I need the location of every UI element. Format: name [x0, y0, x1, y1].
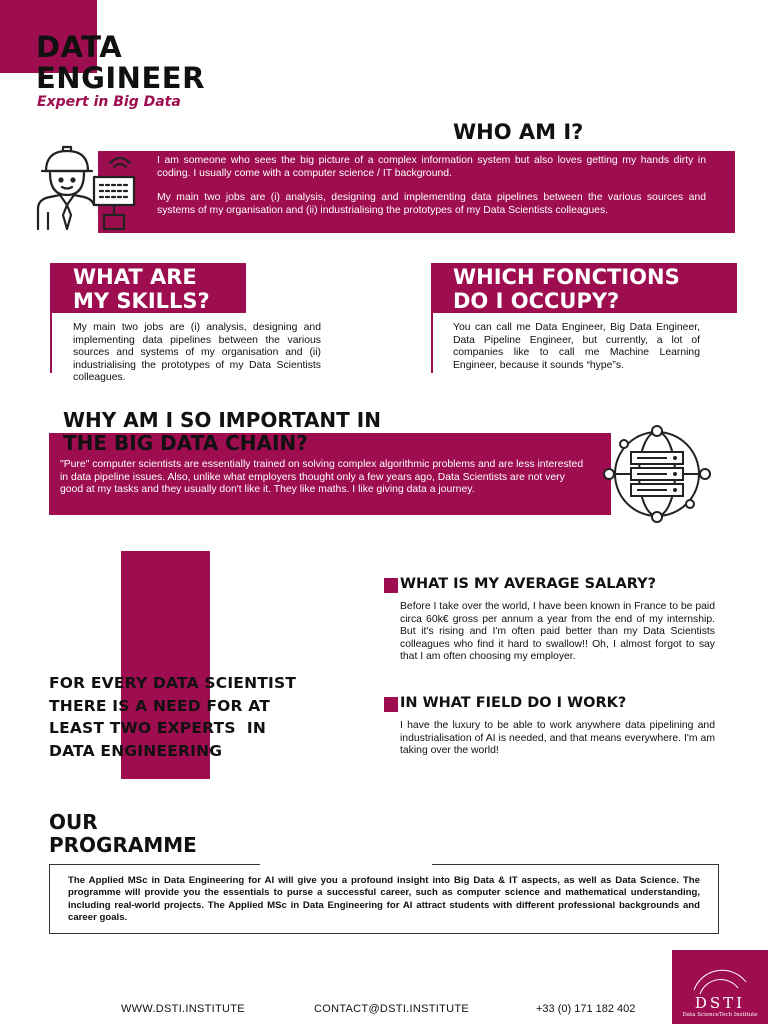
- page-title-line1: DATA: [36, 30, 123, 64]
- footer-phone: +33 (0) 171 182 402: [536, 1003, 636, 1015]
- skills-heading-line2: MY SKILLS?: [73, 289, 210, 313]
- quote-line3: LEAST TWO EXPERTS IN: [49, 719, 267, 737]
- salary-heading: WHAT IS MY AVERAGE SALARY?: [400, 576, 657, 592]
- quote-line4: DATA ENGINEERING: [49, 741, 223, 760]
- footer-email[interactable]: CONTACT@DSTI.INSTITUTE: [314, 1003, 470, 1015]
- programme-heading: [49, 811, 197, 857]
- dsti-logo: [672, 950, 768, 1024]
- important-heading: [63, 409, 381, 455]
- important-text: "Pure" computer scientists are essentially trained on solving complex algorithmic problems and are less interested in data pipeline issues. Also, unlike what employers thought only a few years ago, Data Scientists are not very good at my tasks and they usually don't like it. They like maths. I like giving data a journey.: [60, 459, 584, 496]
- page-title: [36, 32, 205, 94]
- footer-website[interactable]: WWW.DSTI.INSTITUTE: [121, 1003, 245, 1015]
- functions-text: You can call me Data Engineer, Big Data Engineer, Data Pipeline Engineer, but currently, a lot of companies like to call me Machine Learning Engineer, because it sounds “hype”s.: [453, 322, 700, 371]
- dsti-logo-tagline: Data ScienceTech Institute: [682, 1012, 758, 1018]
- important-heading-line2: THE BIG DATA CHAIN?: [63, 431, 308, 455]
- important-heading-line1: WHY AM I SO IMPORTANT IN: [63, 408, 381, 432]
- salary-text: Before I take over the world, I have been known in France to be paid circa 60k€ gross per annum a year from the end of my internship. But it's rising and I'm often paid better than my Data Scientists colleagues who find it hard to swallow!! Oh, I almost forgot to say that I am often choosing my employer.: [400, 601, 715, 663]
- salary-marker: [384, 578, 398, 593]
- programme-text: The Applied MSc in Data Engineering for AI will give you a profound insight into Big Data & IT aspects, as well as Data Science. The programme will provide you the essentials to purse a successful career, such as computer science and mathematical understanding, including real-world projects. The Applied MSc in Data Engineering for AI attract students with different professional backgrounds and career goals.: [68, 875, 700, 923]
- functions-heading: [453, 265, 680, 313]
- skills-side-bar: [50, 313, 52, 373]
- page-subtitle: Expert in Big Data: [37, 94, 181, 110]
- who-heading: WHO AM I?: [453, 120, 584, 144]
- functions-heading-line1: WHICH FONCTIONS: [453, 265, 680, 289]
- skills-text: My main two jobs are (i) analysis, designing and implementing data pipelines between the various sources and systems of my organisation and (ii) industrialising the prototypes of my Data Scientists colleagues.: [73, 322, 321, 384]
- programme-heading-line2: PROGRAMME: [49, 833, 197, 857]
- programme-heading-line1: OUR: [49, 810, 98, 834]
- server-globe-icon: [597, 424, 717, 524]
- dsti-logo-name: DSTI: [694, 994, 746, 1012]
- quote-line1: FOR EVERY DATA SCIENTIST: [49, 674, 297, 692]
- quote-line2: THERE IS A NEED FOR AT: [49, 696, 271, 715]
- who-text-1: I am someone who sees the big picture of a complex information system but also loves getting my hands dirty in coding. I usually come with a computer science / IT background.: [157, 155, 706, 179]
- field-text: I have the luxury to be able to work anywhere data pipelining and industrialisation of AI is needed, and that means everywhere. I'm am taking over the world!: [400, 720, 715, 757]
- programme-box-gap: [260, 862, 432, 866]
- functions-side-bar: [431, 313, 433, 373]
- functions-heading-line2: DO I OCCUPY?: [453, 289, 620, 313]
- skills-heading: [73, 265, 210, 313]
- quote-text: [49, 672, 296, 762]
- skills-heading-line1: WHAT ARE: [73, 265, 197, 289]
- page-title-line2: ENGINEER: [36, 61, 205, 95]
- who-text-2: My main two jobs are (i) analysis, designing and implementing data pipelines between the various sources and systems of my organisation and (ii) industrialising the prototypes of my Data Scientists colleagues.: [157, 192, 706, 216]
- engineer-icon: [30, 143, 140, 233]
- field-heading: IN WHAT FIELD DO I WORK?: [400, 695, 627, 711]
- field-marker: [384, 697, 398, 712]
